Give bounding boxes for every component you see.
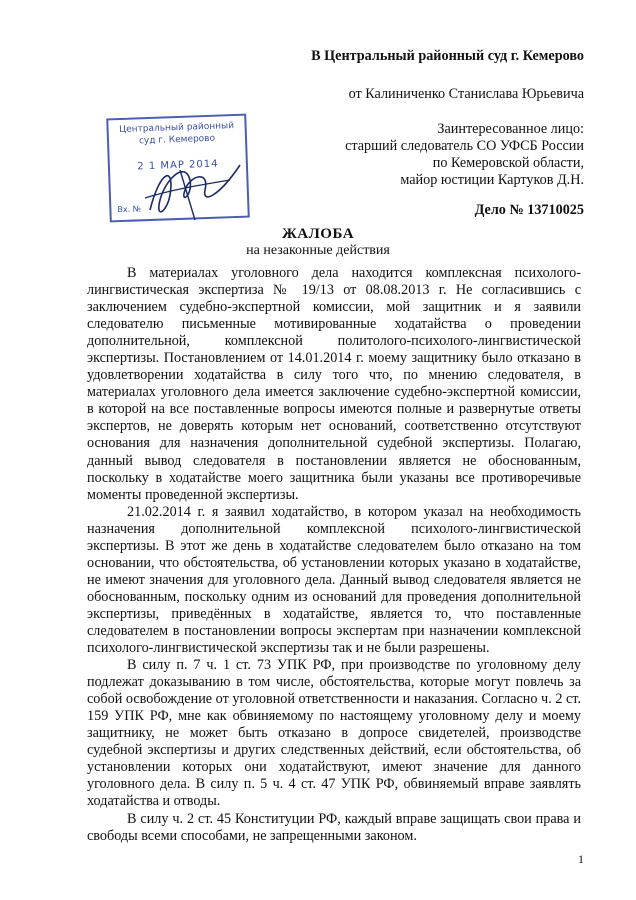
stamp-court-city: суд г. Кемерово	[138, 133, 216, 147]
complainant: от Калиниченко Станислава Юрьевича	[348, 86, 584, 102]
interested-party-line: майор юстиции Картуков Д.Н.	[400, 172, 584, 188]
signature-icon	[130, 150, 250, 230]
case-number: Дело № 13710025	[474, 202, 584, 218]
paragraph: В силу п. 7 ч. 1 ст. 73 УПК РФ, при производстве по уголовному делу подлежат доказыванию в том числе, обстоятельства, которые могут повлечь за собой освобождение от уголовной ответственности и наказания. Согласно ч. 2 ст. 159 УПК РФ, мне как обвиняемому по настоящему уголовному делу и моему защитнику, не может быть отказано в допросе свидетелей, производстве судебной экспертизы и других следственных действий, если обстоятельства, об установлении которых они ходатайствуют, имеют значение для данного уголовного дела. В силу п. 5 ч. 4 ст. 47 УПК РФ, обвиняемый вправе заявлять ходатайства и отводы.	[87, 657, 581, 810]
stamp-date: 2 1 МАР 2014	[137, 158, 219, 173]
paragraph: В силу ч. 2 ст. 45 Конституции РФ, каждый вправе защищать свои права и свободы всеми способами, не запрещенными законом.	[87, 810, 581, 844]
interested-party-line: по Кемеровской области,	[432, 155, 584, 171]
stamp-incoming-number: Вх. №	[117, 204, 142, 215]
interested-party	[345, 121, 584, 189]
stamp-court-name: Центральный районный	[118, 121, 235, 136]
page-number: 1	[578, 852, 584, 866]
court-addressee: В Центральный районный суд г. Кемерово	[311, 48, 584, 64]
paragraph: В материалах уголовного дела находится комплексная психолого-лингвистическая экспертиза № 19/13 от 08.08.2013 г. Не согласившись с заключением судебно-экспертной комиссии, мой защитник и я заявили следователю письменные мотивированные ходатайства о проведении дополнительной, комплексной политолого-психолого-лингвистической экспертизы. Постановлением от 14.01.2014 г. моему защитнику было отказано в удовлетворении ходатайства в силу того что, по мнению следователя, в материалах уголовного дела имеется заключение судебно-экспертной комиссии, в которой на все поставленные вопросы имеются полные и развернутые ответы экспертов, не доверять которым нет оснований, соответственно отсутствуют основания для назначения дополнительной судебной экспертизы. Полагаю, данный вывод следователя в постановлении является не обоснованным, поскольку в ходатайстве моего защитника были указаны все противоречивые моменты проведенной экспертизы.	[87, 265, 581, 503]
document-body	[87, 265, 581, 845]
interested-party-line: старший следователь СО УФСБ России	[345, 138, 584, 154]
paragraph: 21.02.2014 г. я заявил ходатайство, в котором указал на необходимость назначения дополнительной комплексной психолого-лингвистической экспертизы. В этот же день в ходатайстве следователем было отказано на том основании, что обстоятельства, об установлении которых указано в ходатайстве, не имеют значения для уголовного дела. Данный вывод следователя является не обоснованным, поскольку одним из оснований для проведения дополнительной экспертизы, приведённых в ходатайстве, является то, что поставленные следователем в постановлении вопросы экспертам при назначении комплексной психолого-лингвистической экспертизы так и не были разрешены.	[87, 503, 581, 657]
document-subtitle: на незаконные действия	[246, 243, 390, 258]
interested-party-line: Заинтересованное лицо:	[437, 121, 584, 137]
document-title: ЖАЛОБА	[281, 226, 355, 242]
